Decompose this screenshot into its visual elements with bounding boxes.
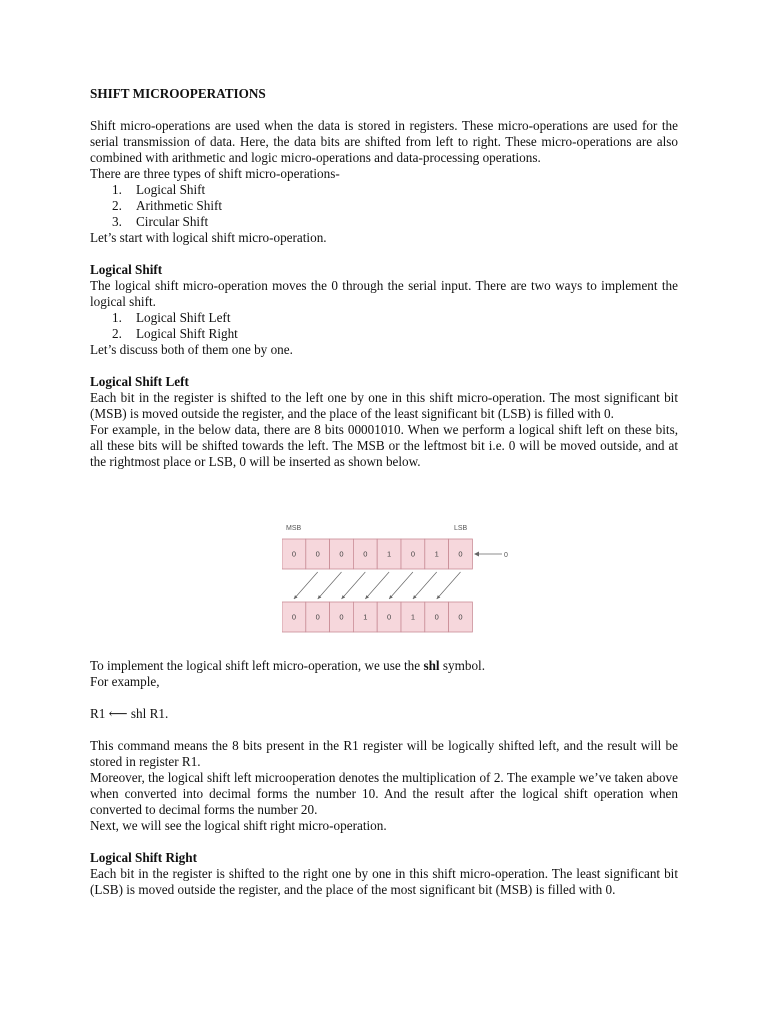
logical-shift-ways-list xyxy=(90,310,678,342)
shift-diagram xyxy=(282,518,532,642)
list-item: 2. Arithmetic Shift xyxy=(112,198,223,213)
list-item: 2. Logical Shift Right xyxy=(112,326,238,341)
after-bit-value: 0 xyxy=(434,612,439,622)
shl-command: R1 ⟵ shl R1. xyxy=(90,706,169,721)
list-item: 3. Circular Shift xyxy=(112,214,209,229)
shift-arrow xyxy=(318,572,342,599)
intro-paragraph: Shift micro-operations are used when the data is stored in registers. These micro-operations are used for the serial transmission of data. Here, the data bits are shifted from left to right. These micro-operations are also combined with arithmetic and logic micro-operations and data-processing operations. xyxy=(90,118,678,165)
after-bit-value: 0 xyxy=(315,612,320,622)
shift-arrow xyxy=(437,572,461,599)
heading-logical-shift: Logical Shift xyxy=(90,262,163,277)
shift-types-list xyxy=(90,182,678,230)
before-bit-value: 0 xyxy=(339,549,344,559)
input-arrowhead xyxy=(474,552,479,557)
shift-arrow xyxy=(413,572,437,599)
intro-types-lead: There are three types of shift micro-operations- xyxy=(90,166,340,181)
before-bit-value: 0 xyxy=(458,549,463,559)
list-item: 1. Logical Shift Left xyxy=(112,310,231,325)
after-bit-value: 0 xyxy=(291,612,296,622)
shift-arrow xyxy=(389,572,413,599)
input-zero-label: 0 xyxy=(504,552,508,559)
shift-arrow xyxy=(365,572,389,599)
logical-shift-paragraph: The logical shift micro-operation moves the 0 through the serial input. There are two ways to implement the logical shift. xyxy=(90,278,678,309)
shift-right-paragraph: Each bit in the register is shifted to the right one by one in this shift micro-operation. The least significant bit (LSB) is moved outside the register, and the place of the most significant bit (MSB) is filled with 0. xyxy=(90,866,678,897)
shift-left-paragraph-5: This command means the 8 bits present in the R1 register will be logically shifted left, and the result will be stored in register R1. xyxy=(90,738,678,769)
before-bit-value: 0 xyxy=(410,549,415,559)
heading-logical-shift-left: Logical Shift Left xyxy=(90,374,189,389)
after-bit-value: 1 xyxy=(410,612,415,622)
before-register xyxy=(282,539,472,569)
after-bit-value: 0 xyxy=(339,612,344,622)
page-title: SHIFT MICROOPERATIONS xyxy=(90,86,266,101)
section-shift-left-continued xyxy=(90,658,678,898)
section-intro xyxy=(90,86,678,470)
before-bit-value: 1 xyxy=(434,549,439,559)
before-bit-value: 0 xyxy=(315,549,320,559)
shl-intro: To implement the logical shift left micro-operation, we use the shl symbol. xyxy=(90,658,486,673)
before-bit-value: 0 xyxy=(291,549,296,559)
before-bit-value: 0 xyxy=(363,549,368,559)
example-lead: For example, xyxy=(90,674,160,689)
shift-left-paragraph-2: For example, in the below data, there are 8 bits 00001010. When we perform a logical shift left on these bits, all these bits will be shifted towards the left. The MSB or the leftmost bit i.e. 0 will be moved outside, and at the rightmost place or LSB, 0 will be inserted as shown below. xyxy=(90,422,678,469)
lsb-label: LSB xyxy=(454,525,468,532)
shift-arrow xyxy=(342,572,366,599)
shl-symbol: shl xyxy=(423,658,440,673)
after-bit-value: 0 xyxy=(387,612,392,622)
list-item: 1. Logical Shift xyxy=(112,182,206,197)
shift-arrow xyxy=(294,572,318,599)
msb-label: MSB xyxy=(286,525,302,532)
shift-left-figure xyxy=(282,518,532,642)
intro-closing: Let’s start with logical shift micro-operation. xyxy=(90,230,327,245)
before-bit-value: 1 xyxy=(387,549,392,559)
shift-arrows xyxy=(294,572,461,599)
after-register xyxy=(282,602,472,632)
shift-left-paragraph-7: Next, we will see the logical shift right micro-operation. xyxy=(90,818,387,833)
after-bit-value: 1 xyxy=(363,612,368,622)
shift-left-paragraph-1: Each bit in the register is shifted to the left one by one in this shift micro-operation. The most significant bit (MSB) is moved outside the register, and the place of the least significant bit (LSB) is filled with 0. xyxy=(90,390,678,421)
after-bit-value: 0 xyxy=(458,612,463,622)
logical-shift-closing: Let’s discuss both of them one by one. xyxy=(90,342,293,357)
shift-left-paragraph-6: Moreover, the logical shift left microoperation denotes the multiplication of 2. The example we’ve taken above when converted into decimal forms the number 10. And the result after the logical shift operation when converted to decimal forms the number 20. xyxy=(90,770,678,817)
heading-logical-shift-right: Logical Shift Right xyxy=(90,850,197,865)
